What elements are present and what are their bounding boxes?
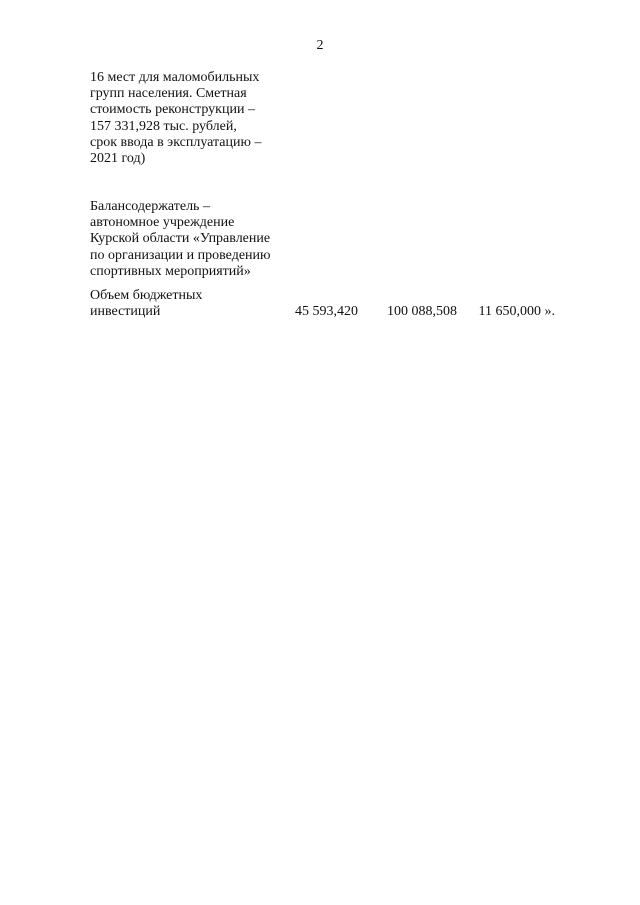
text-line: 16 мест для маломобильных <box>90 70 260 85</box>
text-line: спортивных мероприятий» <box>90 263 251 279</box>
investment-value: 11 650,000 ». <box>478 304 555 319</box>
text-line: по организации и проведению <box>90 247 271 263</box>
text-line: 157 331,928 тыс. рублей, <box>90 118 237 134</box>
text-line: стоимость реконструкции – <box>90 102 255 118</box>
balance-holder-block <box>90 199 310 280</box>
text-line: Балансодержатель – <box>90 199 210 214</box>
text-line: срок ввода в эксплуатацию – <box>90 134 262 150</box>
investment-value: 45 593,420 <box>295 304 358 319</box>
object-description-block <box>90 70 310 167</box>
text-line: инвестиций <box>90 304 161 320</box>
text-line: групп населения. Сметная <box>90 86 247 102</box>
page-number: 2 <box>316 38 324 53</box>
text-line: Курской области «Управление <box>90 231 271 247</box>
text-line: Объем бюджетных <box>90 288 203 303</box>
text-line: автономное учреждение <box>90 215 235 231</box>
text-line: 2021 год) <box>90 151 146 167</box>
investment-value: 100 088,508 <box>387 304 457 319</box>
